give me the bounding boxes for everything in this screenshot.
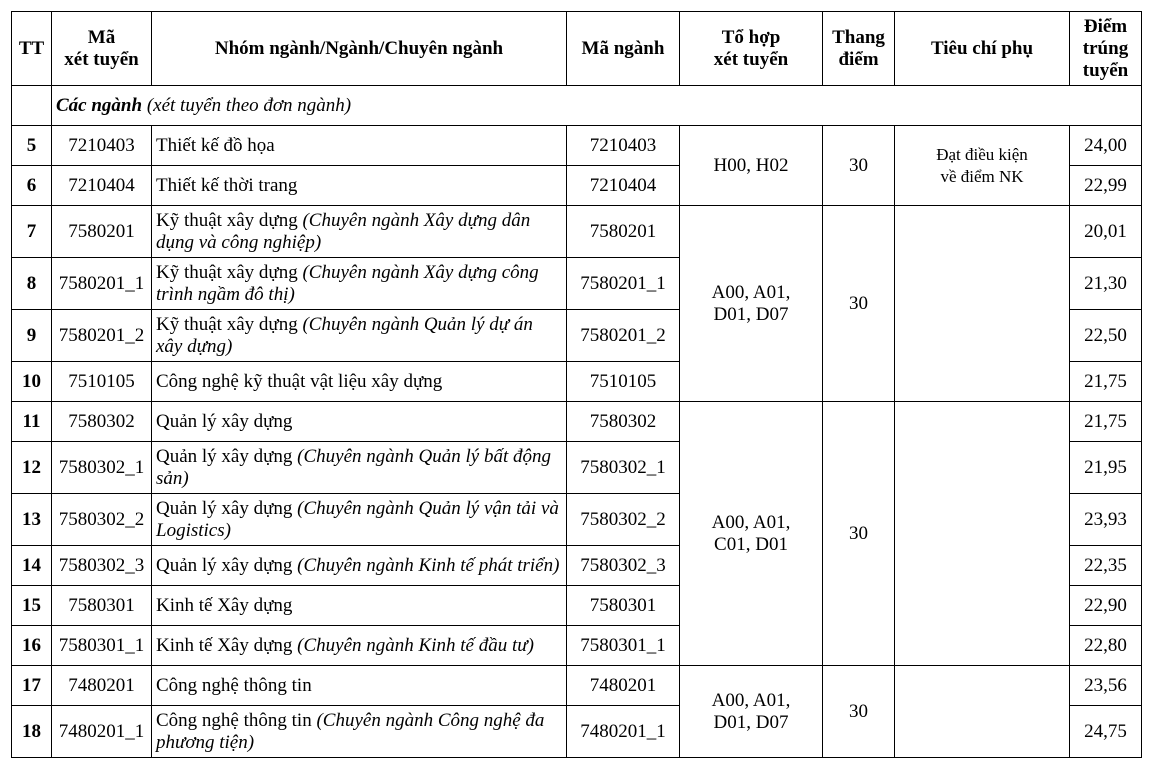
- cell-tt: 6: [12, 166, 52, 206]
- cell-to-hop: H00, H02: [680, 126, 823, 206]
- cell-ma-xt: 7210403: [52, 126, 152, 166]
- cell-tt: 5: [12, 126, 52, 166]
- cell-ma-xt: 7580302_1: [52, 442, 152, 494]
- cell-diem: 23,56: [1070, 666, 1142, 706]
- cell-thang-diem: 30: [823, 206, 895, 402]
- cell-diem: 20,01: [1070, 206, 1142, 258]
- cell-to-hop: A00, A01, C01, D01: [680, 402, 823, 666]
- cell-ma-xt: 7580201_2: [52, 310, 152, 362]
- cell-ma-nganh: 7210404: [567, 166, 680, 206]
- cell-ma-nganh: 7580302_2: [567, 494, 680, 546]
- cell-tt: 15: [12, 586, 52, 626]
- cell-diem: 23,93: [1070, 494, 1142, 546]
- cell-ma-nganh: 7480201_1: [567, 706, 680, 758]
- header-to-hop: Tổ hợp xét tuyển: [680, 12, 823, 86]
- cell-ma-nganh: 7580201_2: [567, 310, 680, 362]
- cell-nganh: Thiết kế thời trang: [152, 166, 567, 206]
- cell-to-hop: A00, A01, D01, D07: [680, 666, 823, 758]
- cell-diem: 21,30: [1070, 258, 1142, 310]
- cell-nganh: Công nghệ thông tin: [152, 666, 567, 706]
- cell-ma-nganh: 7580201: [567, 206, 680, 258]
- cell-nganh: Quản lý xây dựng (Chuyên ngành Kinh tế phát triển): [152, 546, 567, 586]
- cell-tt: 12: [12, 442, 52, 494]
- cell-ma-xt: 7480201_1: [52, 706, 152, 758]
- cell-diem: 22,99: [1070, 166, 1142, 206]
- cell-ma-xt: 7580302: [52, 402, 152, 442]
- cell-ma-xt: 7580302_2: [52, 494, 152, 546]
- cell-ma-nganh: 7580302: [567, 402, 680, 442]
- cell-ma-nganh: 7580301_1: [567, 626, 680, 666]
- cell-ma-nganh: 7210403: [567, 126, 680, 166]
- table-row: [12, 666, 1142, 706]
- table-row: [12, 206, 1142, 258]
- cell-tieu-chi-phu: [895, 402, 1070, 666]
- cell-tieu-chi-phu: [895, 666, 1070, 758]
- header-nganh: Nhóm ngành/Ngành/Chuyên ngành: [152, 12, 567, 86]
- cell-tt: 8: [12, 258, 52, 310]
- group-row: [12, 86, 1142, 126]
- cell-ma-xt: 7580301_1: [52, 626, 152, 666]
- header-ma-nganh: Mã ngành: [567, 12, 680, 86]
- cell-diem: 22,90: [1070, 586, 1142, 626]
- header-ma-xet-tuyen: Mã xét tuyển: [52, 12, 152, 86]
- cell-tt: 14: [12, 546, 52, 586]
- cell-tt: 18: [12, 706, 52, 758]
- cell-ma-nganh: 7480201: [567, 666, 680, 706]
- cell-tt: 11: [12, 402, 52, 442]
- cell-ma-xt: 7580301: [52, 586, 152, 626]
- admission-score-table: [11, 11, 1142, 758]
- cell-ma-xt: 7580201: [52, 206, 152, 258]
- cell-diem: 24,00: [1070, 126, 1142, 166]
- cell-tt: 16: [12, 626, 52, 666]
- group-label: Các ngành (xét tuyển theo đơn ngành): [52, 86, 1142, 126]
- cell-tt: 9: [12, 310, 52, 362]
- cell-thang-diem: 30: [823, 666, 895, 758]
- cell-nganh: Công nghệ thông tin (Chuyên ngành Công nghệ đa phương tiện): [152, 706, 567, 758]
- cell-ma-xt: 7580201_1: [52, 258, 152, 310]
- cell-nganh: Kỹ thuật xây dựng (Chuyên ngành Xây dựng dân dụng và công nghiệp): [152, 206, 567, 258]
- cell-nganh: Kỹ thuật xây dựng (Chuyên ngành Xây dựng công trình ngầm đô thị): [152, 258, 567, 310]
- cell-nganh: Quản lý xây dựng (Chuyên ngành Quản lý vận tải và Logistics): [152, 494, 567, 546]
- cell-nganh: Kỹ thuật xây dựng (Chuyên ngành Quản lý dự án xây dựng): [152, 310, 567, 362]
- cell-diem: 22,35: [1070, 546, 1142, 586]
- table-row: [12, 126, 1142, 166]
- cell-ma-xt: 7580302_3: [52, 546, 152, 586]
- cell-ma-xt: 7210404: [52, 166, 152, 206]
- table-row: [12, 402, 1142, 442]
- header-row: [12, 12, 1142, 86]
- cell-tieu-chi-phu: [895, 206, 1070, 402]
- cell-diem: 21,75: [1070, 402, 1142, 442]
- cell-ma-nganh: 7510105: [567, 362, 680, 402]
- header-thang-diem: Thang điểm: [823, 12, 895, 86]
- cell-to-hop: A00, A01, D01, D07: [680, 206, 823, 402]
- cell-ma-nganh: 7580201_1: [567, 258, 680, 310]
- cell-ma-xt: 7480201: [52, 666, 152, 706]
- cell-ma-nganh: 7580301: [567, 586, 680, 626]
- cell-thang-diem: 30: [823, 126, 895, 206]
- cell-nganh: Quản lý xây dựng: [152, 402, 567, 442]
- cell-nganh: Quản lý xây dựng (Chuyên ngành Quản lý bất động sản): [152, 442, 567, 494]
- cell-diem: 22,80: [1070, 626, 1142, 666]
- cell-diem: 21,75: [1070, 362, 1142, 402]
- cell-nganh: Công nghệ kỹ thuật vật liệu xây dựng: [152, 362, 567, 402]
- cell-ma-nganh: 7580302_3: [567, 546, 680, 586]
- cell-tt: 10: [12, 362, 52, 402]
- cell-tieu-chi-phu: Đạt điều kiện về điểm NK: [895, 126, 1070, 206]
- cell-tt: 13: [12, 494, 52, 546]
- cell-ma-nganh: 7580302_1: [567, 442, 680, 494]
- cell-diem: 22,50: [1070, 310, 1142, 362]
- cell-thang-diem: 30: [823, 402, 895, 666]
- header-tt: TT: [12, 12, 52, 86]
- cell-nganh: Kinh tế Xây dựng: [152, 586, 567, 626]
- cell-nganh: Thiết kế đồ họa: [152, 126, 567, 166]
- cell-diem: 24,75: [1070, 706, 1142, 758]
- cell-tt: 17: [12, 666, 52, 706]
- header-tieu-chi-phu: Tiêu chí phụ: [895, 12, 1070, 86]
- cell-diem: 21,95: [1070, 442, 1142, 494]
- cell-tt: 7: [12, 206, 52, 258]
- cell-ma-xt: 7510105: [52, 362, 152, 402]
- cell-nganh: Kinh tế Xây dựng (Chuyên ngành Kinh tế đầu tư): [152, 626, 567, 666]
- header-diem-trung-tuyen: Điểm trúng tuyển: [1070, 12, 1142, 86]
